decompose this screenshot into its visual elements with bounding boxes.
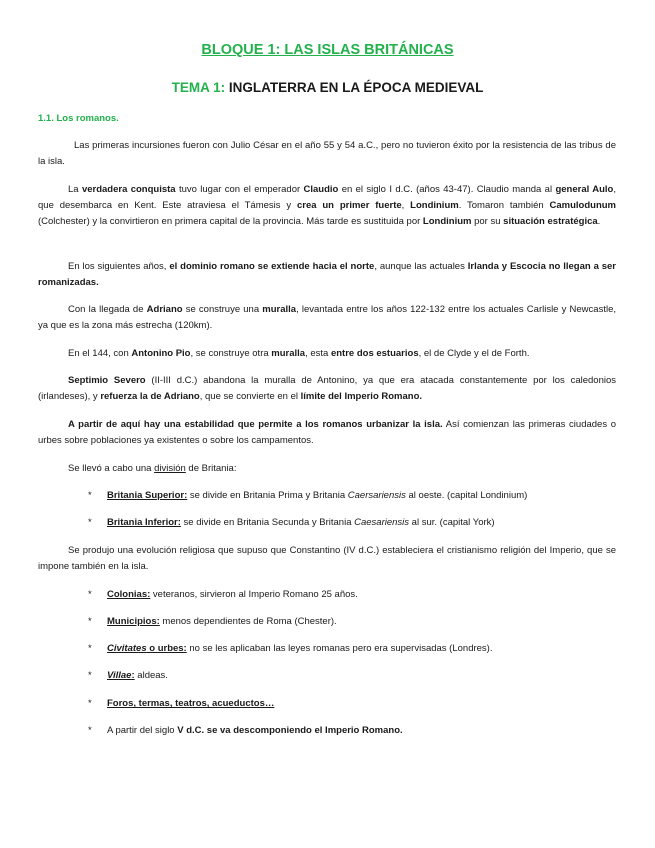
item-term: Britania Superior: [107,490,188,501]
p8-a: Se llevó a cabo una [68,463,155,474]
p2-g: , que desembarca en Kent. Este atraviesa el Támesis y [38,184,617,211]
item-term: Municipios: [107,616,160,627]
paragraph-2 [38,182,616,230]
p2-m: (Colchester) y la convirtieron en primera capital de la provincia. Más tarde es sustituida por [38,216,423,227]
p2-c: tuvo lugar con el emperador [175,184,304,195]
item-text: no se les aplicaban las leyes romanas pero era supervisadas (Londres). [186,643,493,654]
p3-b: el dominio romano se extiende hacia el norte [169,261,375,272]
topic-text: INGLATERRA EN LA ÉPOCA MEDIEVAL [228,80,484,95]
p1-text: Las primeras incursiones fueron con Julio César en el año 55 y 54 a.C., pero no tuvieron éxito por la resistencia de las tribus de la isla. [38,140,616,167]
item-term: Colonias: [107,589,151,600]
paragraph-4 [38,302,616,334]
p2-h: crea un primer fuerte [296,200,402,211]
bullet-icon: * [88,616,92,627]
p2-n: Londinium [422,216,472,227]
paragraph-6 [38,373,616,405]
item-text: se divide en Britania Secunda y Britania [180,517,355,528]
paragraph-7 [38,417,616,449]
p2-i: , [401,200,411,211]
p6-c: refuerza la de Adriano [100,391,200,402]
bullet-icon: * [88,490,92,501]
p2-b: verdadera conquista [81,184,176,195]
p6-b: (II-III d.C.) abandona la muralla de Antonino, ya que era atacada constantemente por los caledonios (irlandeses), y [38,375,616,402]
p4-d: muralla [262,304,297,315]
item-text: menos dependientes de Roma (Chester). [159,616,337,627]
p5-d: muralla [271,348,306,359]
p4-c: se construye una [182,304,263,315]
section-heading: 1.1. Los romanos. [38,113,119,124]
p4-e: , levantada entre los años 122-132 entre los actuales Carlisle y Newcastle, ya que es la zona más estrecha (120km). [38,304,616,331]
item-text: aldeas. [134,670,168,681]
item-term: Britania Inferior: [107,517,181,528]
item-text: al sur. (capital York) [409,517,495,528]
p2-f: general Aulo [555,184,614,195]
item-text: se divide en Britania Prima y Britania [187,490,348,501]
p3-c: , aunque las actuales [374,261,468,272]
p5-f: entre dos estuarios [330,348,419,359]
p2-a: La [68,184,82,195]
topic-title [0,80,655,95]
item-term: : [131,670,135,681]
bullet-icon: * [88,725,92,736]
p2-e: en el siglo I d.C. (años 43-47). Claudio manda al [338,184,556,195]
p2-k: . Tomaron también [458,200,550,211]
p5-b: Antonino Pio [131,348,191,359]
p4-a: Con la llegada de [68,304,147,315]
p2-o: por su [471,216,504,227]
bullet-icon: * [88,589,92,600]
p6-a: Septimio Severo [68,375,146,386]
item-term-italic: Villae [107,670,132,681]
p6-e: límite del Imperio Romano. [300,391,423,402]
item-term: V d.C. se va descomponiendo el Imperio Romano. [177,725,403,736]
p3-a: En los siguientes años, [68,261,170,272]
paragraph-1 [38,138,616,170]
p8-c: de Britania: [185,463,237,474]
item-text: al oeste. (capital Londinium) [405,490,528,501]
item-text: A partir del siglo [107,725,178,736]
bullet-icon: * [88,643,92,654]
bullet-icon: * [88,698,92,709]
p2-q: . [597,216,601,227]
p5-g: , el de Clyde y el de Forth. [418,348,530,359]
item-term-italic: Civitates [107,643,147,654]
p5-c: , se construye otra [190,348,272,359]
item-term: Foros, termas, teatros, acueductos… [107,698,275,709]
p6-d: , que se convierte en el [199,391,301,402]
p9-text: Se produjo una evolución religiosa que supuso que Constantino (IV d.C.) estableciera el cristianismo religión del Imperio, que se impone también en la isla. [38,545,616,572]
p8-division: división [154,463,186,474]
p5-a: En el 144, con [68,348,132,359]
p3-d: Irlanda y Escocia no llegan a ser romanizadas. [38,261,616,288]
paragraph-9 [38,543,616,575]
page-title: BLOQUE 1: LAS ISLAS BRITÁNICAS [201,42,454,58]
p4-b: Adriano [146,304,183,315]
item-text: veteranos, sirvieron al Imperio Romano 25 años. [150,589,358,600]
p2-l: Camulodunum [549,200,616,211]
p5-e: , esta [305,348,331,359]
paragraph-3 [38,259,616,291]
p2-j: Londinium [410,200,459,211]
bullet-icon: * [88,517,92,528]
paragraph-5 [38,346,616,362]
p7-a: A partir de aquí hay una estabilidad que permite a los romanos urbanizar la isla. [68,419,443,430]
item-term: o urbes: [146,643,187,654]
p2-d: Claudio [303,184,339,195]
p2-p: situación estratégica [503,216,598,227]
p7-b: Así comienzan las primeras ciudades o urbes sobre poblaciones ya existentes o sobre los campamentos. [38,419,617,446]
item-italic: Caersariensis [347,490,406,501]
paragraph-8 [38,461,616,477]
topic-prefix: TEMA 1: [171,80,226,95]
bullet-icon: * [88,670,92,681]
item-italic: Caesariensis [354,517,410,528]
